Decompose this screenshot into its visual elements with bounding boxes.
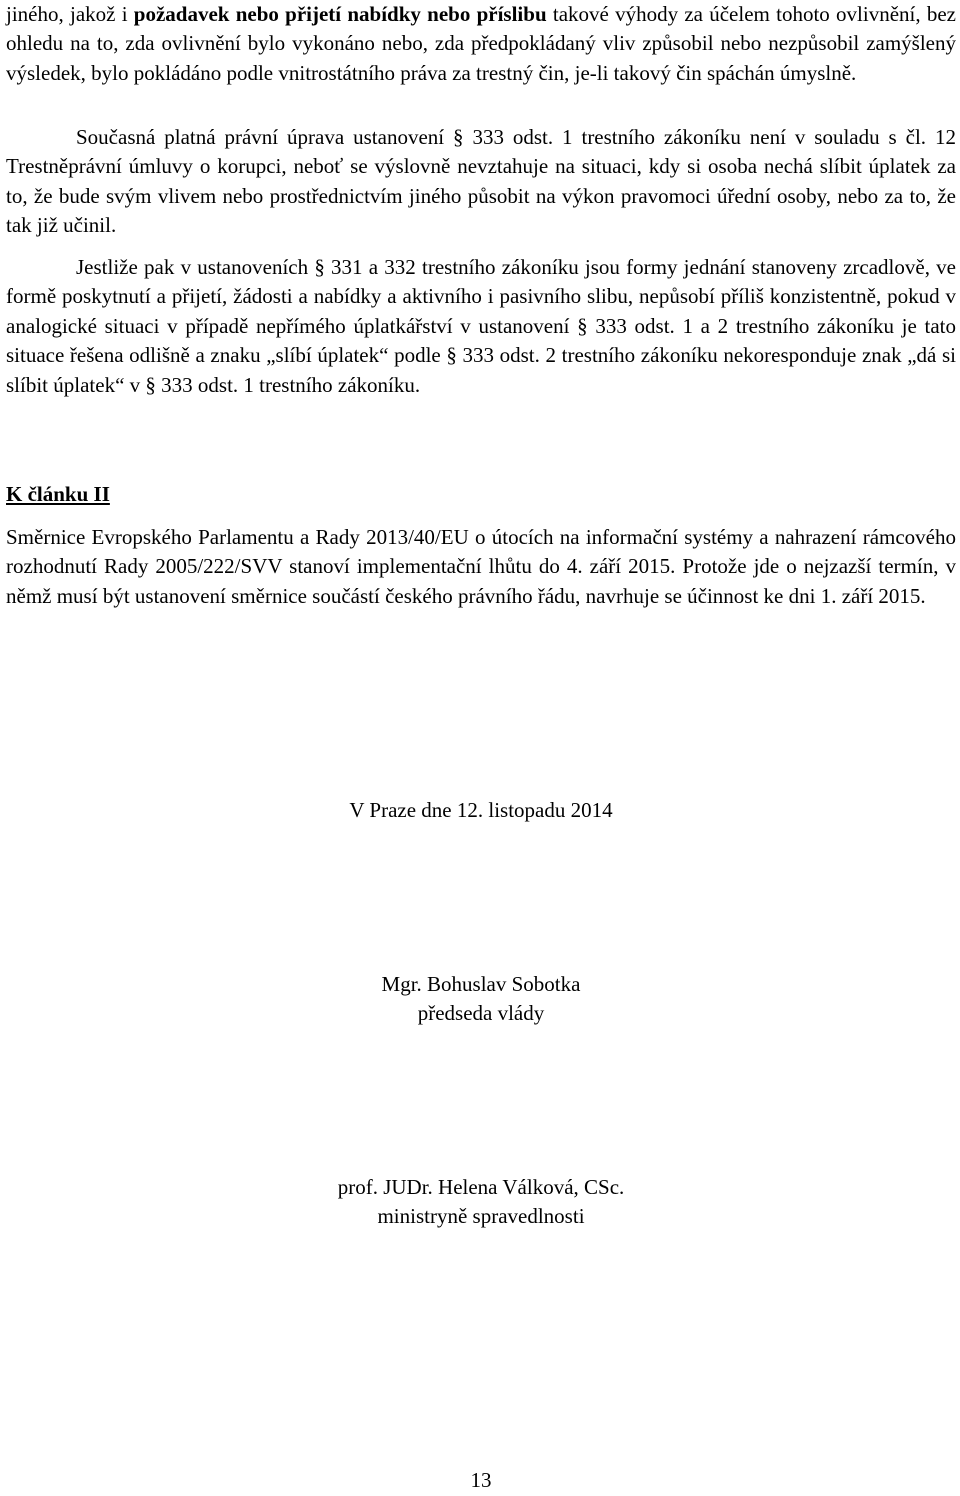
- paragraph-1-start: jiného, jakož i: [6, 2, 134, 26]
- paragraph-continuation: [6, 0, 956, 88]
- paragraph-1-end: takové výhody za účelem tohoto ovlivnění, bez ohledu na to, zda ovlivnění bylo vykonáno nebo, zda předpokládaný vliv způsobil nebo nezpůsobil zamýšlený výsledek, bylo pokládáno podle vnitrostátního práva za trestný čin, je-li takový čin spáchán úmyslně.: [6, 2, 956, 85]
- paragraph-1-bold-phrase: požadavek nebo přijetí nabídky nebo příslibu: [133, 2, 547, 26]
- section-heading: K článku II: [6, 482, 110, 506]
- paragraph-directive: Směrnice Evropského Parlamentu a Rady 2013/40/EU o útocích na informační systémy a nahrazení rámcového rozhodnutí Rady 2005/222/SVV stanoví implementační lhůtu do 4. září 2015. Protože jde o nejzazší termín, v němž musí být ustanovení směrnice součástí českého právního řádu, navrhuje se účinnost ke dni 1. září 2015.: [6, 525, 956, 608]
- paragraph-mirror-provisions: Jestliže pak v ustanoveních § 331 a 332 trestního zákoníku jsou formy jednání stanoveny zrcadlově, ve formě poskytnutí a přijetí, žádosti a nabídky a aktivního i pasivního slibu, nepůsobí příliš konzistentně, pokud v analogické situaci v případě nepřímého úplatkářství v ustanovení § 333 odst. 1 a 2 trestního zákoníku je tato situace řešena odlišně a znaku „slíbí úplatek“ podle § 333 odst. 2 trestního zákoníku nekoresponduje znak „dá si slíbit úplatek“ v § 333 odst. 1 trestního zákoníku.: [6, 255, 956, 397]
- signatory-title: předseda vlády: [417, 1001, 545, 1025]
- place-and-date: V Praze dne 12. listopadu 2014: [349, 798, 613, 822]
- signatory-name: prof. JUDr. Helena Válková, CSc.: [337, 1175, 625, 1199]
- paragraph-current-legislation: Současná platná právní úprava ustanovení § 333 odst. 1 trestního zákoníku není v souladu s čl. 12 Trestněprávní úmluvy o korupci, neboť se výslovně nevztahuje na situaci, kdy si osoba nechá slíbit úplatek za to, že bude svým vlivem nebo prostřednictvím jiného působit na výkon pravomoci úřední osoby, nebo za to, že tak již učinil.: [6, 125, 956, 238]
- signatory-name: Mgr. Bohuslav Sobotka: [381, 972, 581, 996]
- signature-block-minister-of-justice: [6, 1173, 956, 1231]
- signature-block-prime-minister: [6, 970, 956, 1028]
- page-number: 13: [470, 1468, 492, 1492]
- document-page: [6, 0, 956, 1496]
- signatory-title: ministryně spravedlnosti: [377, 1204, 585, 1228]
